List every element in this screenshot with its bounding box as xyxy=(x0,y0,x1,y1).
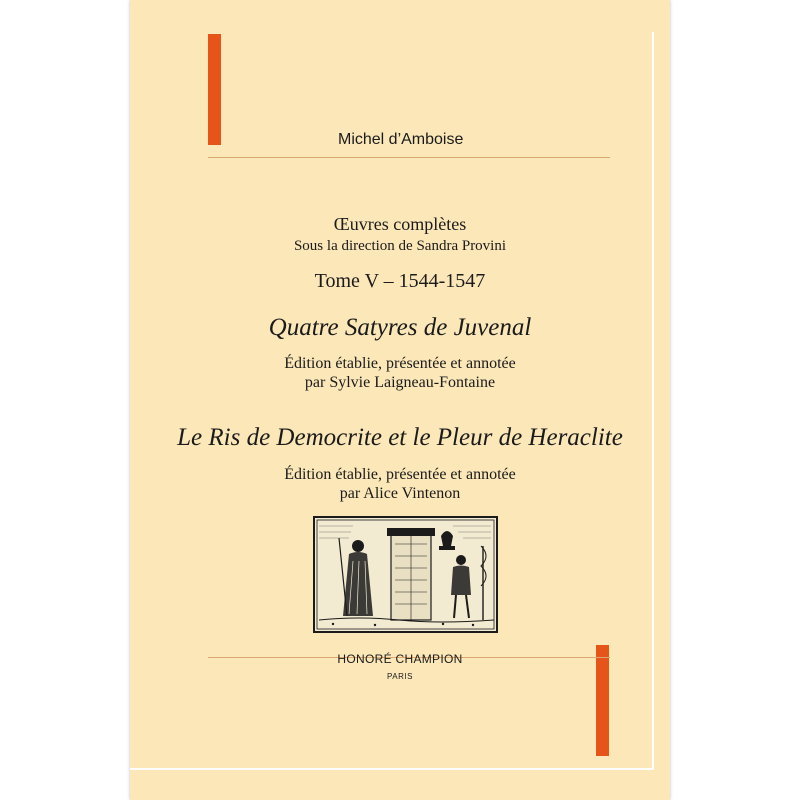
work1-title: Quatre Satyres de Juvenal xyxy=(268,314,532,341)
publisher-city: PARIS xyxy=(387,672,413,681)
work2-edition-line2: par Alice Vintenon xyxy=(339,485,461,502)
woodcut-illustration xyxy=(313,516,498,633)
series-title: Œuvres complètes xyxy=(333,214,467,234)
work1-edition-line2: par Sylvie Laigneau-Fontaine xyxy=(304,374,496,391)
work2-edition-line1: Édition établie, présentée et annotée xyxy=(284,466,516,483)
work1-edition-line1: Édition établie, présentée et annotée xyxy=(284,355,516,372)
tome-line: Tome V – 1544-1547 xyxy=(314,270,486,292)
rule-top xyxy=(208,157,610,158)
direction-line: Sous la direction de Sandra Provini xyxy=(293,238,507,254)
accent-bar-top xyxy=(208,34,221,145)
author-name: Michel d’Amboise xyxy=(338,131,464,148)
publisher-name: HONORÉ CHAMPION xyxy=(337,652,463,666)
work2-title: Le Ris de Democrite et le Pleur de Heraclite xyxy=(177,424,623,451)
